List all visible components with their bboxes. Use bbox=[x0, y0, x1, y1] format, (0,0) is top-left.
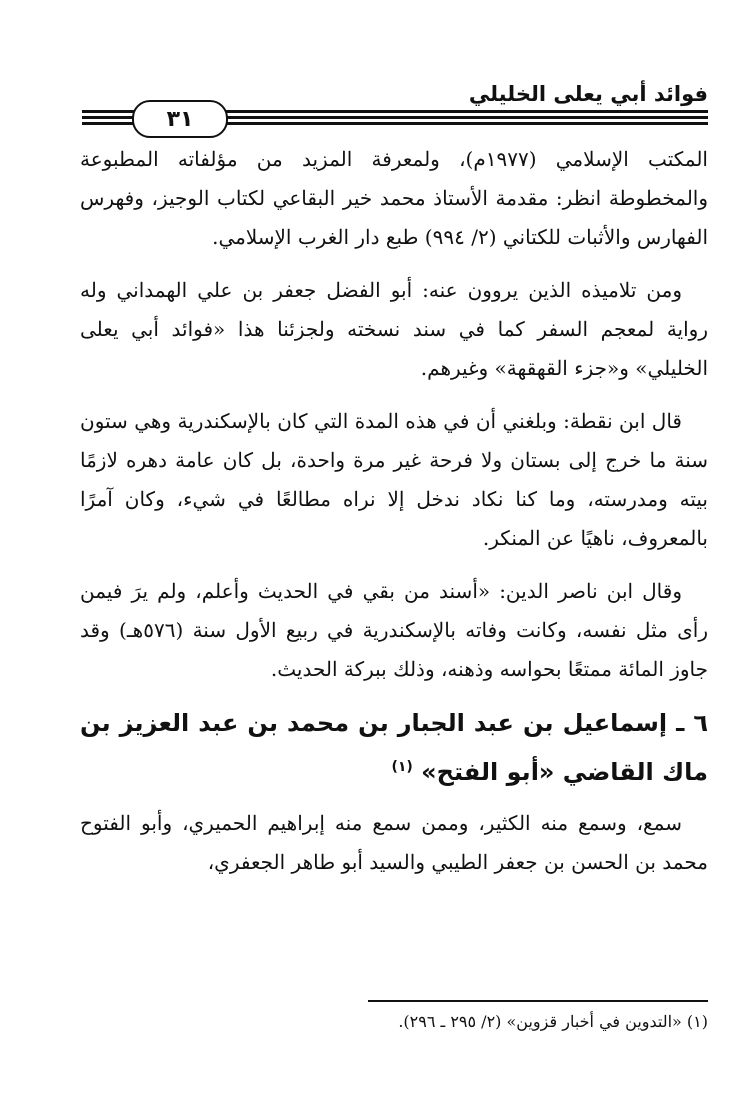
body-text bbox=[80, 140, 708, 882]
paragraph-2: ومن تلاميذه الذين يروون عنه: أبو الفضل جعفر بن علي الهمداني وله رواية لمعجم السفر كما في سند نسخته ولجزئنا هذا «فوائد أبي يعلى الخليلي» و«جزء القهقهة» وغيرهم. bbox=[80, 278, 708, 380]
paragraph-1: المكتب الإسلامي (١٩٧٧م)، ولمعرفة المزيد من مؤلفاته المطبوعة والمخطوطة انظر: مقدمة الأستاذ محمد خير البقاعي لكتاب الوجيز، وفهرس الفهارس والأثبات للكتاني (٢/ ٩٩٤) طبع دار الغرب الإسلامي. bbox=[80, 147, 708, 249]
footnote-divider bbox=[368, 1000, 708, 1002]
entry-paragraph: سمع، وسمع منه الكثير، وممن سمع منه إبراهيم الحميري، وأبو الفتوح محمد بن الحسن بن جعفر الطيبي والسيد أبو طاهر الجعفري، bbox=[80, 811, 708, 874]
header-rule-right bbox=[222, 116, 708, 119]
entry-heading-text: ٦ ـ إسماعيل بن عبد الجبار بن محمد بن عبد العزيز بن ماك القاضي «أبو الفتح» bbox=[80, 709, 708, 786]
footnote: (١) «التدوين في أخبار قزوين» (٢/ ٢٩٥ ـ ٢٩٦). bbox=[398, 1012, 708, 1031]
running-title: فوائد أبي يعلى الخليلي bbox=[468, 82, 708, 106]
paragraph-4: وقال ابن ناصر الدين: «أسند من بقي في الحديث وأعلم، ولم يرَ فيمن رأى مثل نفسه، وكانت وفاته بالإسكندرية في ربيع الأول سنة (٥٧٦هـ) وقد جاوز المائة ممتعًا بحواسه وذهنه، وذلك ببركة الحديث. bbox=[80, 579, 708, 681]
footnote-reference: (١) bbox=[391, 759, 413, 775]
header-rule-right bbox=[222, 122, 708, 125]
header-rule-left bbox=[82, 110, 134, 113]
entry-heading bbox=[80, 701, 708, 794]
header-rule-left bbox=[82, 122, 134, 125]
paragraph-3: قال ابن نقطة: وبلغني أن في هذه المدة التي كان بالإسكندرية وهي ستون سنة ما خرج إلى بستان ولا فرحة غير مرة واحدة، بل كان عامة دهره لازمًا بيته ومدرسته، وما كنا نكاد ندخل إلا نراه مطالعًا في شيء، وكان آمرًا بالمعروف، ناهيًا عن المنكر. bbox=[80, 409, 708, 550]
header-rule-left bbox=[82, 116, 134, 119]
page-number: ٣١ bbox=[166, 106, 194, 132]
page-number-badge bbox=[132, 100, 228, 138]
header-rule-right bbox=[222, 110, 708, 113]
